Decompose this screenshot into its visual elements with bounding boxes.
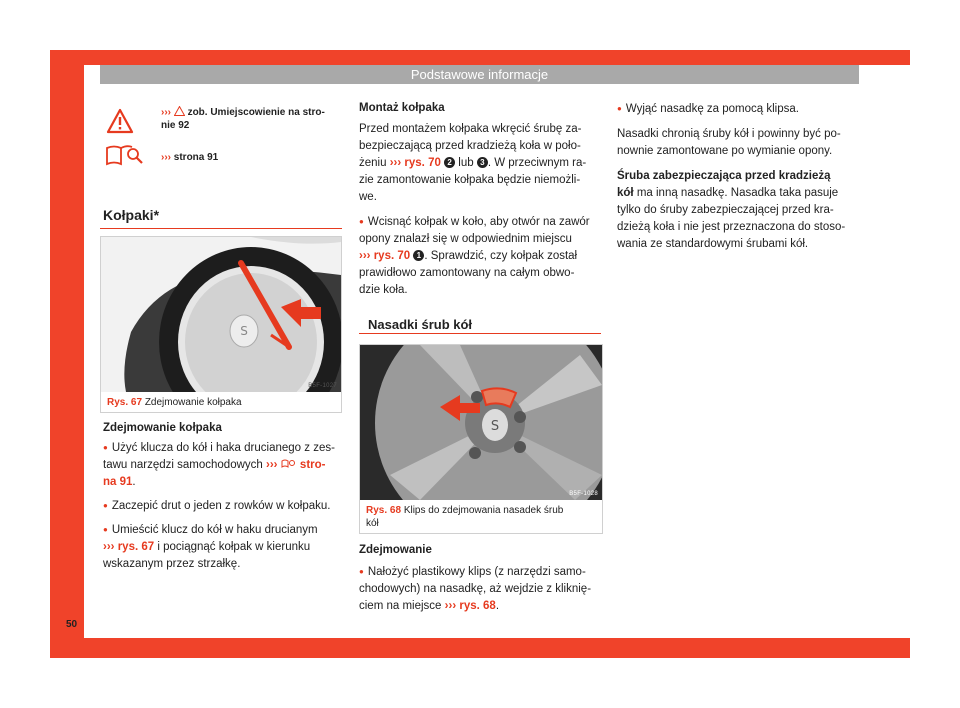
page-header: Podstawowe informacje [100,65,859,84]
page-number: 50 [66,619,78,630]
subtitle-zdejmowanie-kolpaka: Zdejmowanie kołpaka [103,422,222,434]
warning-inline-icon [174,106,185,116]
toolkit-icon [281,458,297,468]
link-rys-67[interactable]: rys. 67 [117,541,155,553]
link-strona-91[interactable]: stro- [299,459,326,471]
page-ref-arrow: ››› [161,152,171,163]
section3-body [359,542,601,615]
figure-caption-text: Zdejmowanie kołpaka [144,397,242,408]
page-ref-link[interactable]: strona 91 [173,152,219,163]
figure-label: Rys. 67 [107,397,143,408]
bullet-nalozyc: ● Nałożyć plastikowy klips (z narzędzi samo- chodowych) na nasadkę, aż wejdzie z kliknię- ciem na miejsce ››› rys. 68. [359,563,601,615]
link-rys-70[interactable]: rys. 70 [404,157,441,169]
bullet-2: ● Zaczepić drut o jeden z rowków w kołpaku. [103,497,343,515]
bullet-1: ● Użyć klucza do kół i haka drucianego z zes- tawu narzędzi samochodowych ››› stro- na 91. [103,439,343,491]
figure-code-68: B5F-1028 [569,491,598,497]
wheel-cover-illustration [101,237,341,392]
link-rys-70-b[interactable]: rys. 70 [373,250,411,262]
warning-triangle-icon [106,108,134,134]
bullet-wyjac: ● Wyjąć nasadkę za pomocą klipsa. [617,100,862,118]
svg-text:S: S [240,324,248,338]
callout-2: 2 [444,157,455,168]
section-rule-2 [359,333,601,334]
figure-caption-68: Rys. 68 Klips do zdejmowania nasadek śrub kół [366,505,564,529]
section-title-kolpaki: Kołpaki* [103,207,160,223]
callout-3: 3 [477,157,488,168]
figure-label-68: Rys. 68 [366,505,402,516]
link-rys-68[interactable]: rys. 68 [459,600,496,612]
warning-ref-text-cont[interactable]: nie 92 [161,120,190,131]
figure-67 [100,236,342,413]
svg-text:S: S [490,419,500,434]
figure-68 [359,344,603,534]
figure-caption [107,396,242,409]
paragraph-montaz: Przed montażem kołpaka wkręcić śrubę za- bezpieczającą przed kradzieżą koła w poło- żeniu ››› rys. 70 2 lub 3 . W przeciwnym ra- zie zamontowanie kołpaka będzie niemożli- we. [359,123,587,203]
paragraph-sruba: Śruba zabezpieczająca przed kradzieżą kół ma inną nasadkę. Nasadka taka pasuje tylko do śruby zabezpieczającej przed kra- dzieżą koła i nie jest przeznaczona do stoso- wania ze standardowymi śrubami kół. [617,170,846,250]
figure-code: B5F-1027 [308,383,337,389]
subtitle-zdejmowanie: Zdejmowanie [359,544,432,556]
bullet-wcisnac: ● Wcisnąć kołpak w koło, aby otwór na zawór opony znalazł się w odpowiednim miejscu ››› rys. 70 1 . Sprawdzić, czy kołpak został prawidłowo zamontowany na całym obwo- dzie koła. [359,213,601,299]
callout-1: 1 [413,250,424,261]
section-rule [100,228,342,229]
section-title-nasadki: Nasadki śrub kół [368,317,473,332]
warning-ref-arrow: ››› [161,107,171,118]
warning-ref-text[interactable]: zob. Umiejscowienie na stro- [187,107,325,118]
paragraph-nasadki: Nasadki chronią śruby kół i powinny być po- nownie zamontowane po wymianie opony. [617,128,841,157]
section2-body [359,100,601,299]
section1-body [103,420,343,573]
section4-body [617,100,862,253]
manual-book-icon [104,142,144,168]
subtitle-montaz-kolpaka: Montaż kołpaka [359,102,445,114]
bullet-3: ● Umieścić klucz do kół w haku drucianym ››› rys. 67 i pociągnąć kołpak w kierunku wskazanym przez strzałkę. [103,521,343,573]
wheel-bolt-illustration [360,345,602,500]
